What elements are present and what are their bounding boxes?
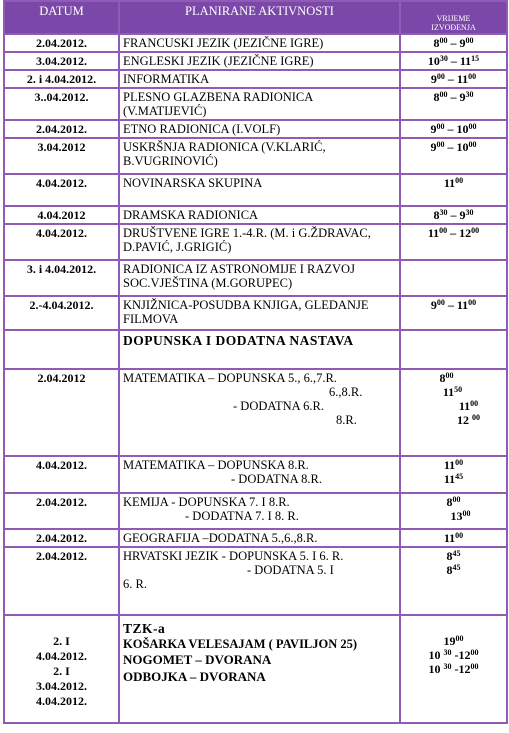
row-activity: RADIONICA IZ ASTRONOMIJE I RAZVOJ SOC.VJEŠTINA (M.GORUPEC): [119, 260, 400, 296]
schedule-table: [3, 0, 508, 724]
table-row-tzk: [4, 615, 507, 723]
row-time: $8^{00}$ $11^{50}$ $11^{00}$ 12 $^{00}$: [400, 369, 507, 456]
row-activity: DRAMSKA RADIONICA: [119, 206, 400, 224]
header-time-line2: IZVOĐENJA: [431, 23, 476, 32]
row-activity: FRANCUSKI JEZIK (JEZIČNE IGRE): [119, 34, 400, 52]
row-time: $9^{00} - 10^{00}$: [400, 138, 507, 174]
table-row: [4, 174, 507, 206]
table-row: [4, 224, 507, 260]
header-time: [400, 1, 507, 34]
row-date: 4.04.2012.: [4, 456, 119, 493]
row-time: $10^{30} - 11^{15}$: [400, 52, 507, 70]
row-time: $9^{00} - 10^{00}$: [400, 120, 507, 138]
row-time: [400, 260, 507, 296]
header-time-line1: VRIJEME: [436, 14, 471, 23]
row-date: 2.04.2012.: [4, 529, 119, 547]
rows-body: [4, 34, 507, 330]
row-activity: MATEMATIKA – DOPUNSKA 8.R. - DODATNA 8.R.: [119, 456, 400, 493]
row-time: $19^{00}$ 10 $^{30}$ $-12^{00}$ 10 $^{30}$ $-12^{00}$: [400, 615, 507, 723]
header-row: [4, 1, 507, 34]
row-date: 2. i 4.04.2012.: [4, 70, 119, 88]
row-time: $11^{00}$ $11^{45}$: [400, 456, 507, 493]
row-time: $9^{00} - 11^{00}$: [400, 70, 507, 88]
row-activity: TZK-a KOŠARKA VELESAJAM ( PAVILJON 25) NOGOMET – DVORANA ODBOJKA – DVORANA: [119, 615, 400, 723]
table-row: [4, 296, 507, 330]
row-time: $11^{00}$: [400, 529, 507, 547]
table-row-kemija: [4, 493, 507, 529]
row-time: $8^{30} - 9^{30}$: [400, 206, 507, 224]
row-date: 4.04.2012.: [4, 174, 119, 206]
row-activity: HRVATSKI JEZIK - DOPUNSKA 5. I 6. R. - DODATNA 5. I 6. R.: [119, 547, 400, 615]
table-row: [4, 206, 507, 224]
row-time: $8^{00} - 9^{00}$: [400, 34, 507, 52]
header-datum: DATUM: [4, 1, 119, 34]
header-activities: PLANIRANE AKTIVNOSTI: [119, 1, 400, 34]
table-row-matematika-5: [4, 369, 507, 456]
table-row: [4, 120, 507, 138]
row-date: 2.04.2012.: [4, 120, 119, 138]
table-row-geografija: [4, 529, 507, 547]
row-date: 2.04.2012: [4, 369, 119, 456]
table-row: [4, 70, 507, 88]
row-time: $9^{00} - 11^{00}$: [400, 296, 507, 330]
row-activity: NOVINARSKA SKUPINA: [119, 174, 400, 206]
row-activity: USKRŠNJA RADIONICA (V.KLARIĆ, B.VUGRINOVIĆ): [119, 138, 400, 174]
row-date: 4.04.2012.: [4, 224, 119, 260]
table-row-matematika-8: [4, 456, 507, 493]
row-activity: ETNO RADIONICA (I.VOLF): [119, 120, 400, 138]
row-activity: INFORMATIKA: [119, 70, 400, 88]
row-date: 3.04.2012: [4, 138, 119, 174]
row-activity: KEMIJA - DOPUNSKA 7. I 8.R. - DODATNA 7. I 8. R.: [119, 493, 400, 529]
row-date: 4.04.2012: [4, 206, 119, 224]
row-activity: KNJIŽNICA-POSUDBA KNJIGA, GLEDANJE FILMOVA: [119, 296, 400, 330]
row-date: 3.04.2012.: [4, 52, 119, 70]
row-time: $11^{00} - 12^{00}$: [400, 224, 507, 260]
table-row-hrvatski: [4, 547, 507, 615]
row-activity: GEOGRAFIJA –DODATNA 5.,6.,8.R.: [119, 529, 400, 547]
section-dopunska: DOPUNSKA I DODATNA NASTAVA: [119, 330, 400, 369]
row-date: 2.04.2012.: [4, 547, 119, 615]
table-row: [4, 88, 507, 120]
row-activity: MATEMATIKA – DOPUNSKA 5., 6.,7.R. 6.,8.R. - DODATNA 6.R. 8.R.: [119, 369, 400, 456]
row-time: $8^{00}$ $13^{00}$: [400, 493, 507, 529]
row-time: $11^{00}$: [400, 174, 507, 206]
row-time: $8^{00} - 9^{30}$: [400, 88, 507, 120]
row-date: 2.04.2012.: [4, 493, 119, 529]
row-date: 3..04.2012.: [4, 88, 119, 120]
row-activity: DRUŠTVENE IGRE 1.-4.R. (M. i G.ŽDRAVAC, D.PAVIĆ, J.GRIGIĆ): [119, 224, 400, 260]
section-row: [4, 330, 507, 369]
table-row: [4, 260, 507, 296]
table-row: [4, 138, 507, 174]
table-row: [4, 34, 507, 52]
row-date: 2. I 4.04.2012. 2. I 3.04.2012. 4.04.2012.: [4, 615, 119, 723]
table-row: [4, 52, 507, 70]
row-date: 2.-4.04.2012.: [4, 296, 119, 330]
row-time: $8^{45}$ $8^{45}$: [400, 547, 507, 615]
row-date: 2.04.2012.: [4, 34, 119, 52]
row-date: 3. i 4.04.2012.: [4, 260, 119, 296]
row-activity: ENGLESKI JEZIK (JEZIČNE IGRE): [119, 52, 400, 70]
row-activity: PLESNO GLAZBENA RADIONICA (V.MATIJEVIĆ): [119, 88, 400, 120]
tzk-title: TZK-a: [123, 621, 166, 636]
